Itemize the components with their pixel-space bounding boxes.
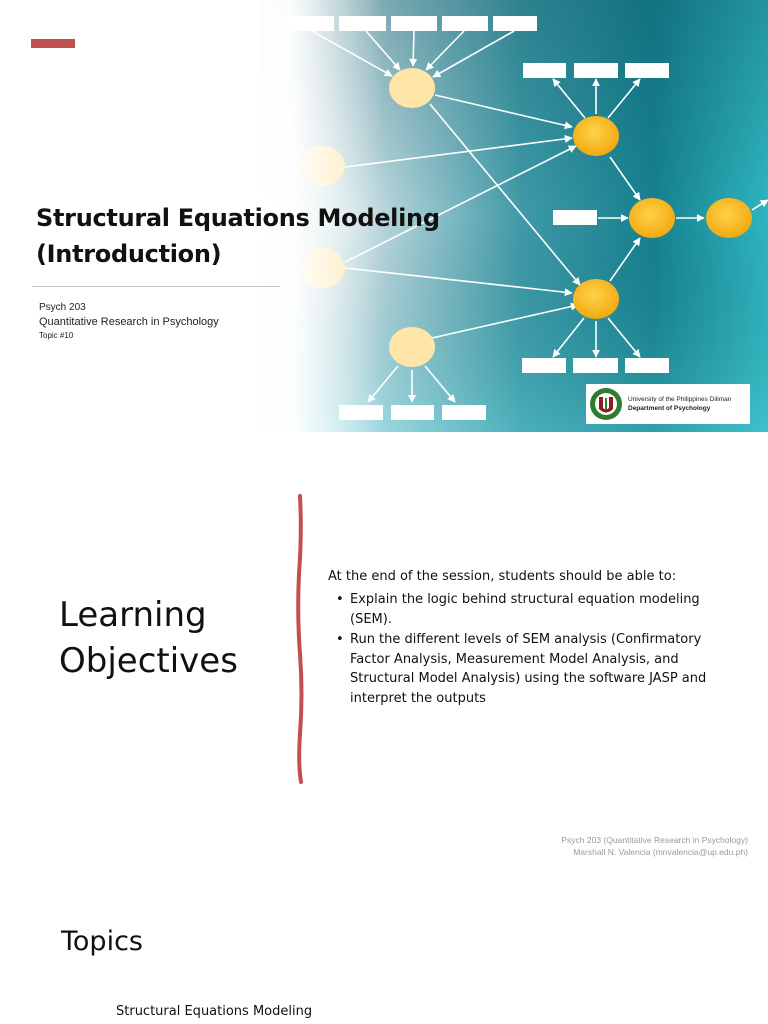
title-divider bbox=[32, 286, 280, 287]
objective-text: Explain the logic behind structural equation modeling (SEM). bbox=[350, 592, 700, 627]
slide-title-line2: (Introduction) bbox=[36, 240, 222, 268]
up-seal-icon bbox=[587, 384, 627, 424]
objective-item bbox=[328, 630, 728, 708]
logo-department-name: Department of Psychology bbox=[628, 405, 711, 412]
objectives-content bbox=[328, 569, 728, 709]
objectives-list bbox=[328, 590, 728, 708]
bullet-icon: • bbox=[336, 632, 344, 647]
lo-title-line2: Objectives bbox=[59, 641, 238, 681]
title-slide bbox=[0, 0, 768, 432]
objective-item bbox=[328, 590, 728, 629]
course-code: Psych 203 bbox=[39, 302, 86, 313]
learning-objectives-slide bbox=[0, 432, 768, 864]
slide-title-line1: Structural Equations Modeling bbox=[36, 204, 440, 232]
bullet-icon: • bbox=[336, 592, 344, 607]
footer-author: Marshall N. Valencia (mnvalencia@up.edu.ph) bbox=[573, 847, 748, 857]
objectives-intro: At the end of the session, students should be able to: bbox=[328, 569, 677, 584]
topics-title: Topics bbox=[61, 926, 143, 957]
objective-text: Run the different levels of SEM analysis (Confirmatory Factor Analysis, Measurement Model Analysis, and Structural Model Analysis) using the software JASP and interpret the outputs bbox=[350, 632, 707, 706]
topic-number: Topic #10 bbox=[39, 331, 74, 340]
vertical-divider bbox=[292, 494, 308, 784]
university-logo-box bbox=[586, 384, 750, 424]
accent-bar bbox=[31, 39, 75, 48]
topics-slide bbox=[0, 864, 768, 1024]
logo-university-name: University of the Philippines Diliman bbox=[628, 396, 732, 403]
slide-footer bbox=[561, 834, 748, 858]
footer-course: Psych 203 (Quantitative Research in Psychology) bbox=[561, 835, 748, 845]
learning-objectives-title bbox=[59, 592, 238, 684]
slide-title bbox=[36, 200, 476, 272]
topic-item: Structural Equations Modeling bbox=[116, 1004, 313, 1019]
lo-title-line1: Learning bbox=[59, 595, 207, 635]
course-name: Quantitative Research in Psychology bbox=[39, 316, 219, 328]
